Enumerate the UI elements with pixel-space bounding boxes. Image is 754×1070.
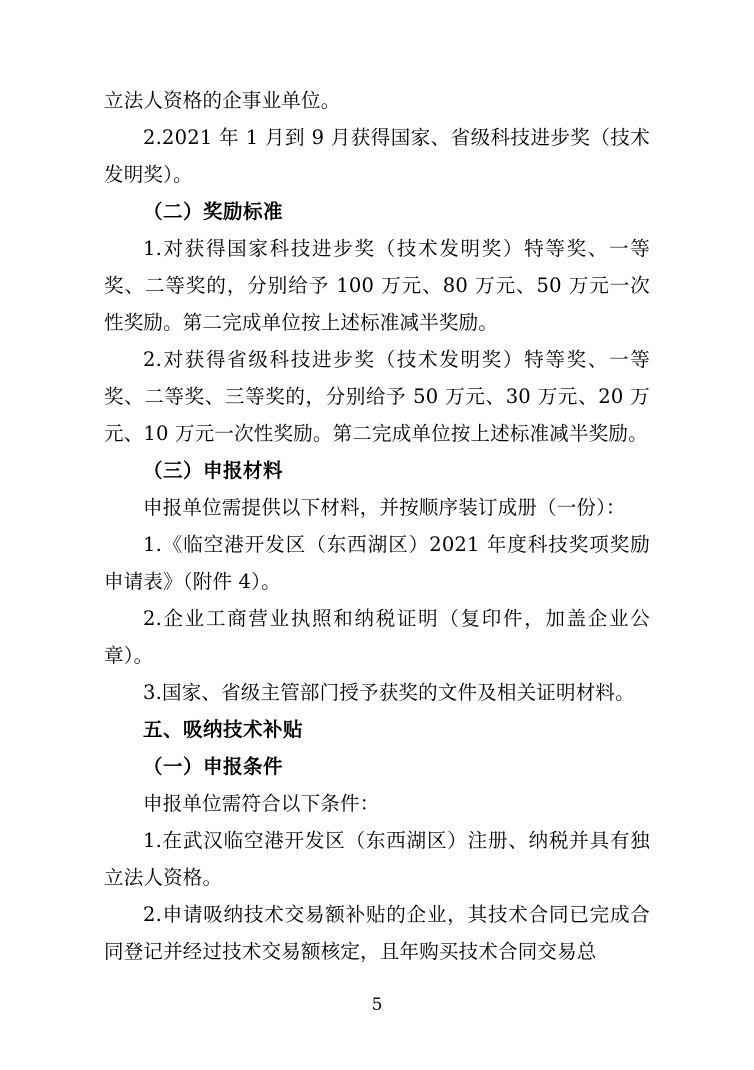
paragraph-item: 3.国家、省级主管部门授予获奖的文件及相关证明材料。 — [143, 681, 635, 704]
paragraph-item: 申报单位需符合以下条件： — [143, 792, 380, 815]
paragraph-item: 1.《临空港开发区（东西湖区）2021 年度科技奖项奖励申请表》（附件 4）。 — [104, 533, 650, 593]
paragraph-item: 申报单位需提供以下材料，并按顺序装订成册（一份）： — [143, 496, 626, 519]
page-number: 5 — [371, 995, 383, 1015]
section-heading-five: 五、吸纳技术补贴 — [143, 718, 304, 741]
paragraph-item: 1.在武汉临空港开发区（东西湖区）注册、纳税并具有独立法人资格。 — [104, 829, 650, 889]
paragraph-item: 2.2021 年 1 月到 9 月获得国家、省级科技进步奖（技术发明奖）。 — [104, 126, 650, 186]
paragraph-item: 2.申请吸纳技术交易额补贴的企业，其技术合同已完成合同登记并经过技术交易额核定，且年购买技术合同交易总 — [104, 903, 650, 963]
paragraph-continuation: 立法人资格的企事业单位。 — [104, 89, 341, 112]
paragraph-item: 2.对获得省级科技进步奖（技术发明奖）特等奖、一等奖、二等奖、三等奖的，分别给予 50 万元、30 万元、20 万元、10 万元一次性奖励。第二完成单位按上述标准减半奖励。 — [104, 348, 650, 445]
section-subheading-application-conditions: （一）申报条件 — [143, 755, 284, 778]
document-body — [104, 82, 650, 970]
section-subheading-application-materials: （三）申报材料 — [143, 459, 284, 482]
paragraph-item: 2.企业工商营业执照和纳税证明（复印件，加盖企业公章）。 — [104, 607, 650, 667]
paragraph-item: 1.对获得国家科技进步奖（技术发明奖）特等奖、一等奖、二等奖的，分别给予 100 万元、80 万元、50 万元一次性奖励。第二完成单位按上述标准减半奖励。 — [104, 237, 650, 334]
section-subheading-award-standard: （二）奖励标准 — [143, 200, 284, 223]
